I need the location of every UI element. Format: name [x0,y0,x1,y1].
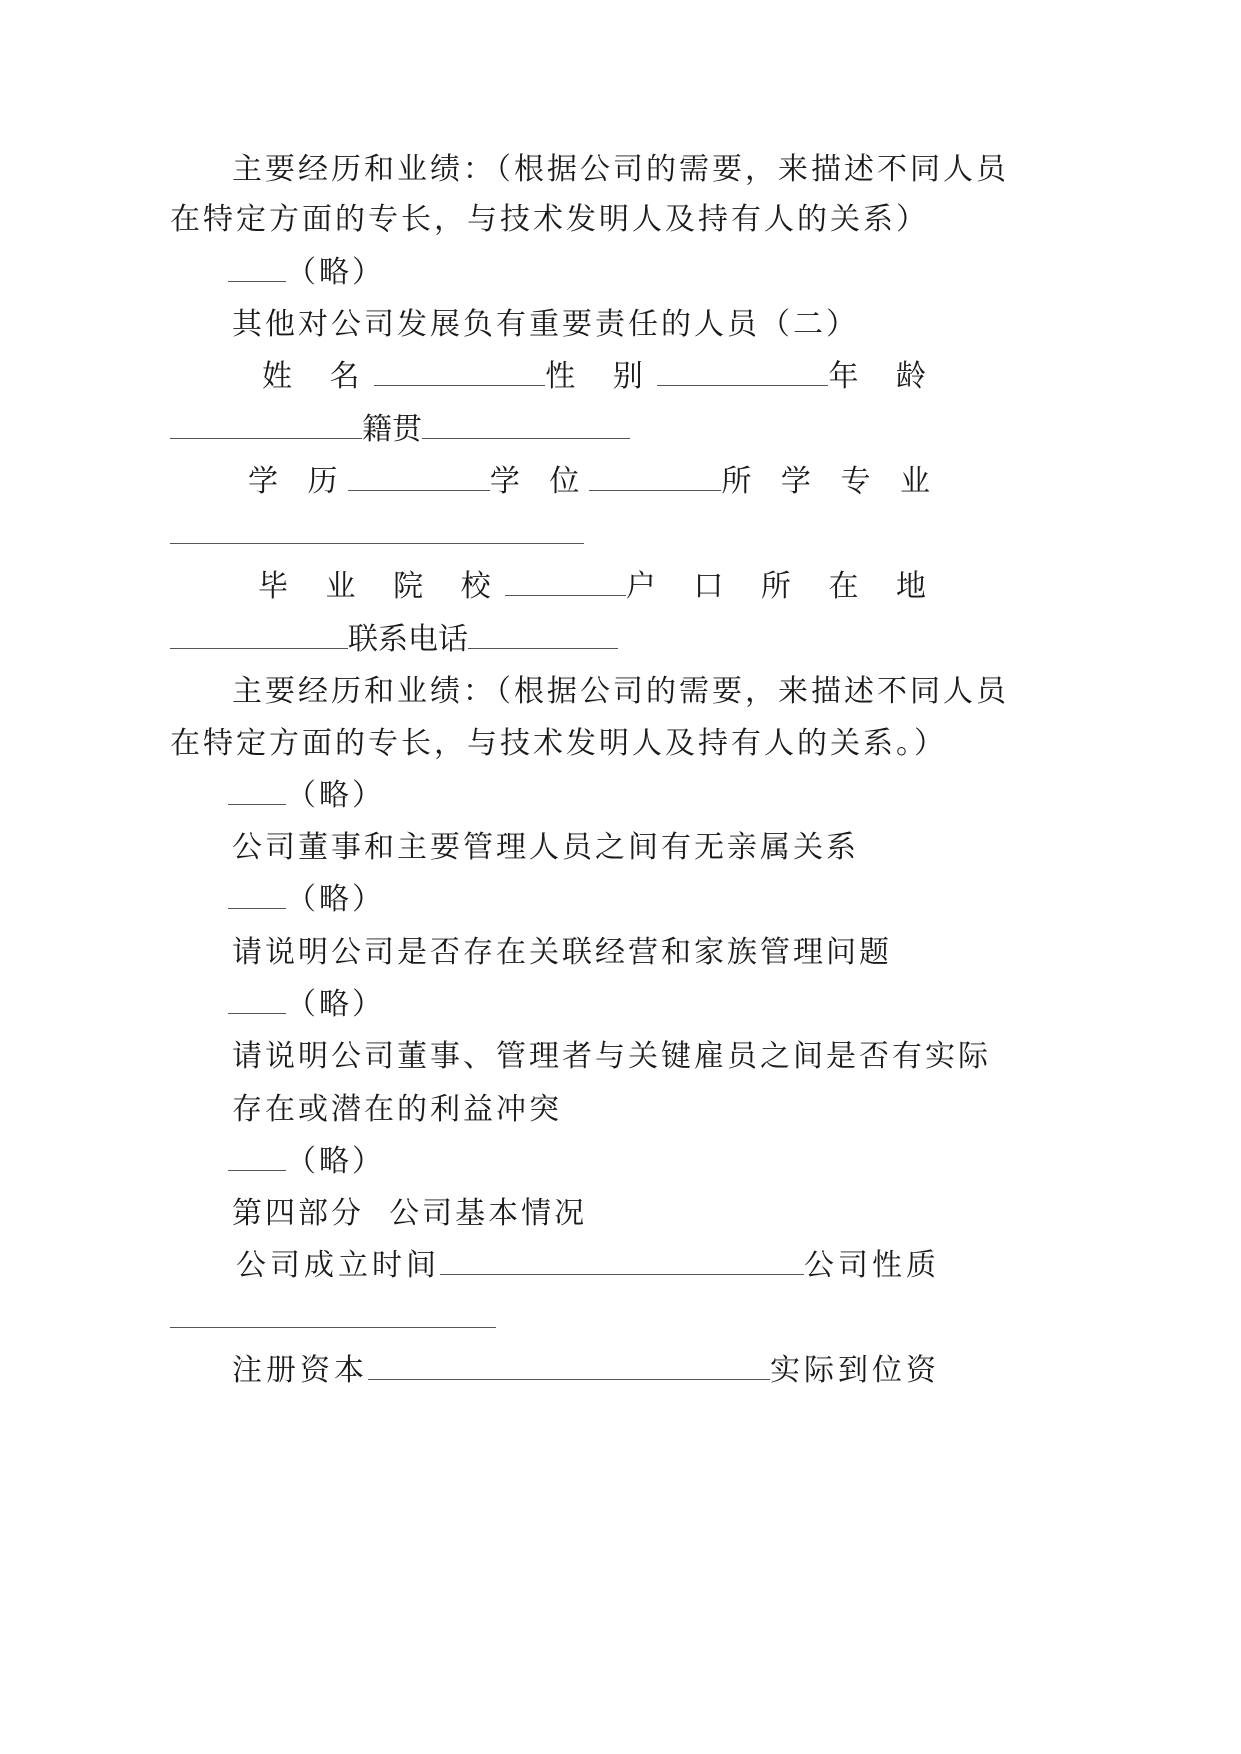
part-4-title: 第四部分 公司基本情况 [232,1196,588,1231]
conflict-question-line-1: 请说明公司董事、管理者与关键雇员之间是否有实际 [232,1039,991,1074]
blank-underline[interactable] [228,782,286,805]
founded-nature-row [236,1246,940,1286]
omit-line-1 [228,253,385,293]
experience-1-line-1: 主要经历和业绩：（根据公司的需要，来描述不同人员 [232,152,1009,187]
hukou-label: 户 口 所 在 地 [625,569,940,604]
blank-underline[interactable] [228,991,286,1014]
age-label: 年 龄 [828,359,940,394]
major-field[interactable] [170,521,584,544]
omit-text: （略） [286,987,385,1022]
phone-label: 联系电话 [348,622,468,657]
omit-text: （略） [286,882,385,917]
related-business-question: 请说明公司是否存在关联经营和家族管理问题 [232,935,892,970]
native-field[interactable] [422,416,630,439]
experience-1-line-2: 在特定方面的专长，与技术发明人及持有人的关系） [170,202,929,237]
conflict-question-line-2: 存在或潜在的利益冲突 [232,1092,562,1127]
blank-underline[interactable] [228,1148,286,1171]
edu-degree-major-row [248,462,940,502]
blank-underline[interactable] [228,886,286,909]
omit-line-5 [228,1142,385,1182]
founded-field[interactable] [440,1252,804,1275]
nature-field[interactable] [170,1305,496,1328]
person-2-title: 其他对公司发展负有重要责任的人员（二） [232,307,859,342]
gender-field[interactable] [657,363,829,386]
school-label: 毕 业 院 校 [258,569,505,604]
blank-underline[interactable] [228,259,286,282]
phone-row [170,620,618,660]
omit-line-4 [228,985,385,1025]
name-gender-age-row [262,357,940,397]
nature-label: 公司性质 [804,1248,940,1283]
reg-capital-label: 注册资本 [232,1353,368,1388]
experience-2-line-2: 在特定方面的专长，与技术发明人及持有人的关系。） [170,726,947,761]
major-label: 所 学 专 业 [721,464,940,499]
major-field-row [170,515,584,555]
hukou-field[interactable] [170,626,348,649]
edu-field[interactable] [348,468,490,491]
school-field[interactable] [505,573,626,596]
school-hukou-row [258,567,940,607]
omit-text: （略） [286,778,385,813]
degree-label: 学 位 [489,464,590,499]
native-label: 籍贯 [362,412,422,447]
omit-line-3 [228,880,385,920]
gender-label: 性 别 [545,359,657,394]
native-place-row [170,410,630,450]
name-label: 姓 名 [262,359,374,394]
omit-text: （略） [286,255,385,290]
edu-label: 学 历 [248,464,348,499]
phone-field[interactable] [468,626,618,649]
founded-label: 公司成立时间 [236,1248,440,1283]
capital-row [232,1351,940,1391]
experience-2-line-1: 主要经历和业绩：（根据公司的需要，来描述不同人员 [232,674,1009,709]
age-field[interactable] [170,416,362,439]
reg-capital-field[interactable] [368,1357,770,1380]
omit-text: （略） [286,1144,385,1179]
relatives-question: 公司董事和主要管理人员之间有无亲属关系 [232,830,859,865]
actual-capital-label: 实际到位资 [770,1353,940,1388]
name-field[interactable] [374,363,546,386]
degree-field[interactable] [589,468,721,491]
omit-line-2 [228,776,385,816]
nature-field-row [170,1299,496,1339]
